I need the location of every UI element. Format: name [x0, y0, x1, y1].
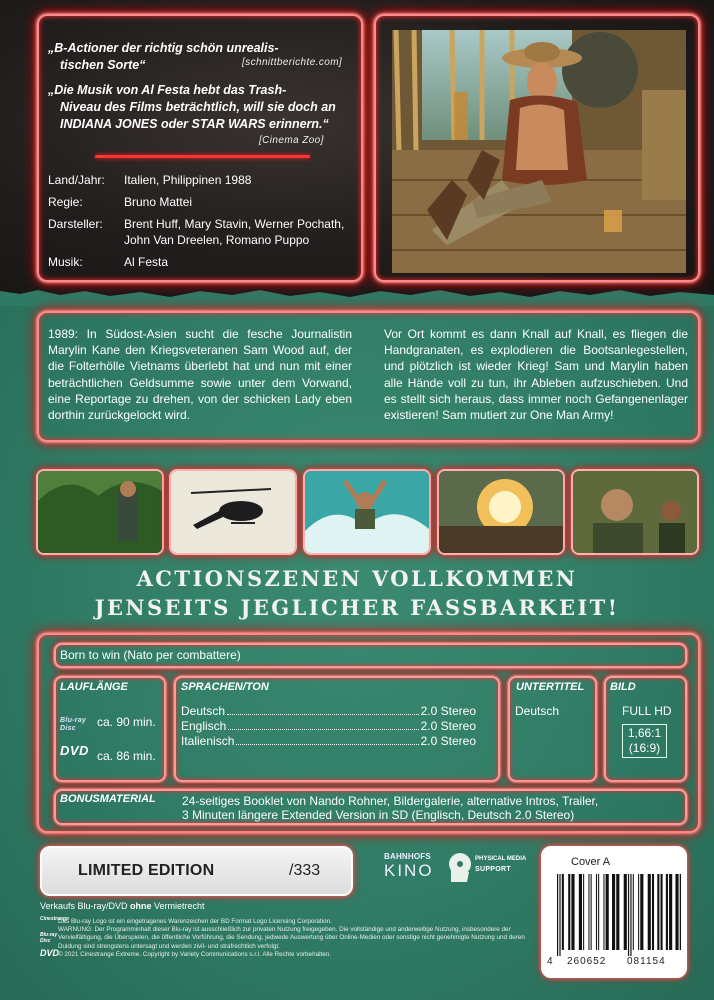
barcode-bar: [579, 874, 582, 950]
barcode-bar: [657, 874, 659, 950]
copyright-line: © 2021 Cinestrange Extreme. Copyright by Variety Communications s.r.l. Alle Rechte vorbehalten.: [58, 950, 331, 958]
barcode-group-2: 081154: [627, 956, 666, 967]
credit-label: Darsteller:: [48, 217, 103, 231]
barcode-bar: [598, 874, 599, 950]
pms-line-2: SUPPORT: [475, 866, 511, 873]
barcode-bar: [638, 874, 639, 950]
aspect-ratio-alt: (16:9): [628, 741, 661, 755]
audio-language: Italienisch: [181, 734, 235, 748]
barcode-bar: [571, 874, 574, 950]
bonus-label: BONUSMATERIAL: [60, 793, 156, 805]
quote-1-line-2: tischen Sorte“: [60, 58, 146, 72]
limited-edition-label: LIMITED EDITION: [78, 862, 215, 879]
barcode-bar: [568, 874, 570, 950]
audio-row: [181, 704, 476, 719]
slogan-line-2: JENSEITS JEGLICHER FASSBARKEIT!: [94, 595, 620, 620]
legal-text: [58, 918, 530, 959]
barcode-bar: [583, 874, 584, 950]
audio-row: [181, 734, 476, 749]
barcode-bar: [633, 874, 634, 950]
barcode-bar: [606, 874, 609, 950]
audio-format: 2.0 Stereo: [420, 719, 476, 733]
barcode-bar: [669, 874, 672, 950]
quote-2: [48, 82, 338, 133]
barcode-bar: [652, 874, 654, 950]
rental-notice: [40, 901, 205, 911]
barcode-bar: [559, 874, 560, 956]
movie-still-photo: [392, 30, 686, 273]
scene-thumbnail-soldiers: [573, 471, 697, 553]
quote-divider: [95, 155, 310, 158]
dot-leader: [228, 719, 418, 730]
scene-thumbnail-helicopter: [171, 471, 295, 553]
dot-leader: [236, 734, 418, 745]
credit-row: [48, 194, 370, 210]
barcode-bar: [588, 874, 589, 950]
aspect-ratio-box: [622, 724, 667, 758]
credits-list: [48, 172, 370, 270]
barcode-bar: [612, 874, 615, 950]
bonus-line-2: 3 Minuten längere Extended Version in SD (Englisch, Deutsch 2.0 Stereo): [182, 808, 575, 822]
picture-label: BILD: [610, 681, 636, 693]
audio-list: [181, 704, 476, 749]
legal-line-2: WARNUNG: Der Programminhalt dieser Blu-ray ist ausschließlich zur privaten Nutzung freigegeben. Die vollständige und anderweitige Nutzung, insbesondere der Vervielfältigung, die Überspielen, die öffentliche Vorführung, die Sendung, jedwede Auswertung über Online-Medien oder sonstige nicht genehmigte Nutzung und deren Duldung sind strengstens untersagt und werden zivil- und strafrechtlich verfolgt.: [58, 926, 525, 950]
subtitles-label: UNTERTITEL: [516, 681, 585, 693]
credit-label: Musik:: [48, 255, 83, 269]
barcode-bar: [557, 874, 558, 956]
barcode-bar: [640, 874, 643, 950]
barcode-bar: [675, 874, 678, 950]
barcode-box: [541, 846, 687, 978]
quote-2-line-2: Niveau des Films beträchtlich, will sie doch an: [60, 100, 336, 114]
picture-quality: FULL HD: [622, 704, 672, 718]
cover-variant: Cover A: [571, 856, 611, 868]
credit-label: Land/Jahr:: [48, 173, 105, 187]
audio-format: 2.0 Stereo: [420, 704, 476, 718]
original-title: Born to win (Nato per combattere): [60, 648, 241, 662]
scene-thumbnail-jungle: [38, 471, 162, 553]
dvd-logo: DVD: [60, 743, 89, 758]
audio-language: Deutsch: [181, 704, 226, 718]
rental-notice-post: Vermietrecht: [151, 901, 205, 911]
barcode-bar: [666, 874, 668, 950]
quote-2-source: [Cinema Zoo]: [259, 135, 324, 146]
audio-format: 2.0 Stereo: [420, 734, 476, 748]
cinestrange-logo: Cinestrange: [40, 916, 69, 922]
dvd-footer-logo: DVD: [40, 948, 60, 958]
movie-still-illustration: [392, 30, 686, 273]
bonus-line-1: 24-seitiges Booklet von Nando Rohner, Bildergalerie, alternative Intros, Trailer,: [182, 794, 599, 808]
barcode-bar: [596, 874, 597, 950]
credit-value: Brent Huff, Mary Stavin, Werner Pochath, John Van Dreelen, Romano Puppo: [124, 217, 345, 247]
quote-1-source: [schnittberichte.com]: [242, 57, 343, 68]
quote-2-line-3: INDIANA JONES oder STAR WARS erinnern.“: [60, 117, 329, 131]
barcode-bar: [562, 874, 564, 950]
barcode-bar: [616, 874, 619, 950]
dot-leader: [227, 704, 419, 715]
kino-text: KINO: [384, 861, 434, 880]
barcode-bar: [624, 874, 627, 950]
slogan-line-1: ACTIONSZENEN VOLLKOMMEN: [136, 566, 578, 591]
physical-media-support-logo: [447, 852, 527, 888]
audio-language: Englisch: [181, 719, 227, 733]
audio-row: [181, 719, 476, 734]
edition-count: /333: [289, 862, 321, 879]
limited-edition-box: [40, 846, 353, 896]
bahnhofs-kino-logo: [384, 852, 434, 881]
footer-logos: [40, 916, 69, 958]
runtime-dvd: ca. 86 min.: [97, 749, 156, 763]
runtime-bluray: ca. 90 min.: [97, 715, 156, 729]
credit-value: Al Festa: [124, 255, 169, 269]
barcode-graphic: [555, 874, 681, 956]
credit-value: Bruno Mattei: [124, 195, 193, 209]
subtitles-value: Deutsch: [515, 704, 560, 718]
barcode-bar: [591, 874, 592, 950]
scene-thumbnail-explosion: [439, 471, 563, 553]
disc-hand-icon: [447, 852, 473, 882]
credit-label: Regie:: [48, 195, 83, 209]
barcode-bar: [628, 874, 629, 956]
synopsis-right: Vor Ort kommt es dann Knall auf Knall, es fliegen die Handgranaten, es explodieren die Bootsanlegestellen, und plötzlich ist wieder Krieg! Sam und Marylin haben alle Hände voll zu tun, ihr Ableben aufzuschieben. Und es stellt sich heraus, dass immer noch Gefangenenlager existieren! Sam mutiert zur One Man Army!: [384, 327, 688, 423]
rental-notice-bold: ohne: [130, 901, 152, 911]
aspect-ratio: 1,66:1: [627, 726, 662, 740]
quote-1-line-1: „B-Actioner der richtig schön unrealis-: [48, 41, 279, 55]
pms-line-1: PHYSICAL MEDIA: [475, 856, 527, 862]
barcode-bar: [630, 874, 631, 956]
barcode-bar: [648, 874, 651, 950]
audio-label: SPRACHEN/TON: [181, 681, 269, 693]
barcode-bar: [603, 874, 604, 950]
rental-notice-pre: Verkaufs Blu-ray/DVD: [40, 901, 131, 911]
legal-line-1: Das Blu-ray Logo ist ein eingetragenes Warenzeichen der BD Format Logo Licensing Corporation.: [58, 918, 332, 925]
barcode-first-digit: 4: [547, 956, 553, 967]
bahnhofs-text: BAHNHOFS: [384, 852, 431, 861]
credit-row: [48, 254, 370, 270]
barcode-bar: [661, 874, 663, 950]
credit-row: [48, 172, 370, 188]
quote-2-line-1: „Die Musik von Al Festa hebt das Trash-: [48, 83, 287, 97]
scene-thumbnail-water: [305, 471, 429, 553]
runtime-label: LAUFLÄNGE: [60, 681, 128, 693]
synopsis-left: 1989: In Südost-Asien sucht die fesche Journalistin Marylin Kane den Kriegsveteranen Sam Wood auf, der die Folterhölle Vietnams überlebt hat und nun mit einer beträchtlichen Geldsumme sowie unter dem Vorwand, eine Reportage zu drehen, von der schicken Lady eben dorthin zurückgelockt wird.: [48, 327, 352, 423]
barcode-group-1: 260652: [567, 956, 607, 967]
bluray-footer-logo: Blu-ray Disc: [40, 932, 58, 944]
credit-row: [48, 216, 370, 248]
torn-paper-edge: [0, 284, 714, 306]
bluray-disc-logo: Blu-ray Disc: [60, 717, 87, 732]
barcode-bar: [680, 874, 681, 950]
credit-value: Italien, Philippinen 1988: [124, 173, 252, 187]
